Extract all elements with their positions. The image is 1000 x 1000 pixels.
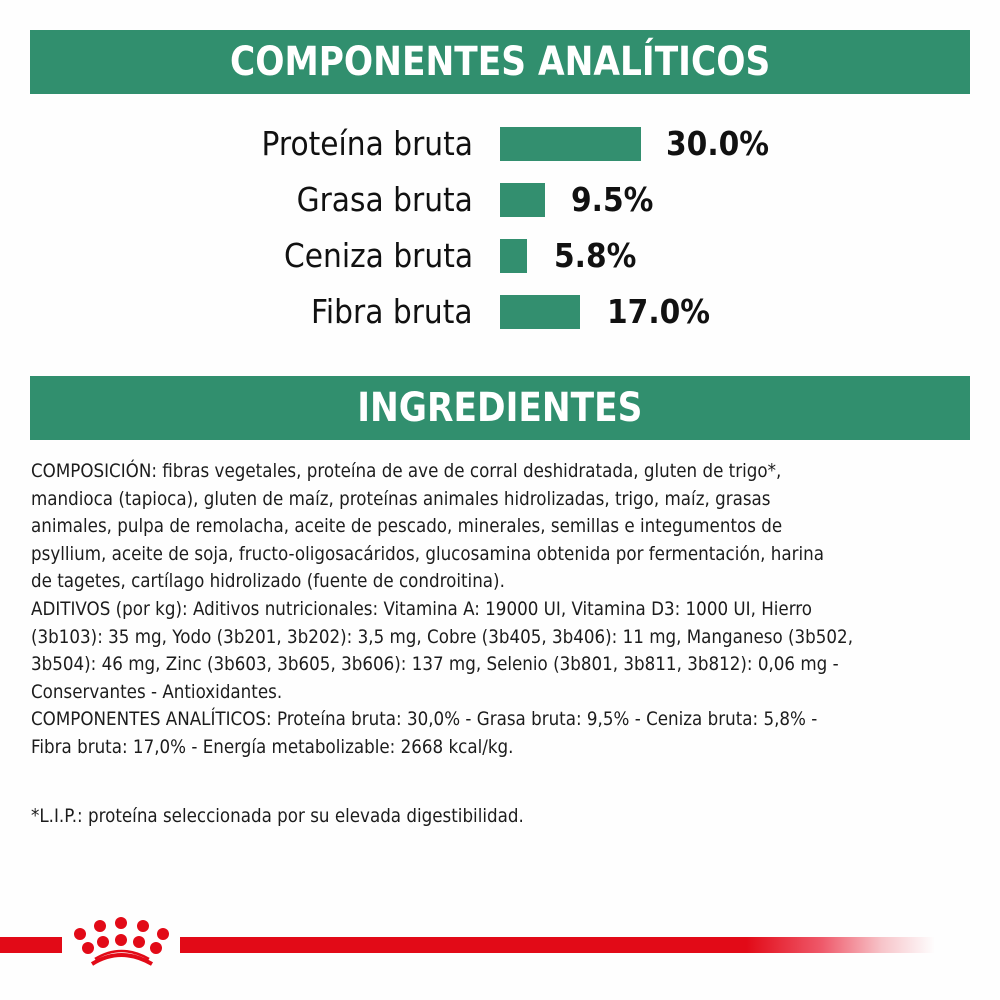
footnote: *L.I.P.: proteína seleccionada por su elevada digestibilidad. [31, 805, 524, 827]
additives-line: 3b504): 46 mg, Zinc (3b603, 3b605, 3b606): 137 mg, Selenio (3b801, 3b811, 3b812): 0,06 mg - [31, 653, 839, 676]
analytical-line: COMPONENTES ANALÍTICOS: Proteína bruta: 30,0% - Grasa bruta: 9,5% - Ceniza bruta: 5,8% - [31, 708, 818, 731]
chart-bar-protein [500, 127, 641, 161]
analytical-components-chart [0, 120, 1000, 350]
ingredients-text [31, 458, 971, 762]
brand-rule-right [180, 937, 935, 953]
chart-row-value: 5.8% [554, 236, 637, 275]
chart-bar-ash [500, 239, 527, 273]
analytical-line: Fibra bruta: 17,0% - Energía metabolizable: 2668 kcal/kg. [31, 735, 514, 758]
ingredients-line: psyllium, aceite de soja, fructo-oligosacáridos, glucosamina obtenida por fermentación, harina [31, 542, 825, 565]
chart-row-ash [0, 236, 1000, 275]
ingredients-line: mandioca (tapioca), gluten de maíz, proteínas animales hidrolizadas, trigo, maíz, grasas [31, 487, 771, 510]
ingredients-line: animales, pulpa de remolacha, aceite de pescado, minerales, semillas e integumentos de [31, 515, 783, 538]
additives-line: ADITIVOS (por kg): Aditivos nutricionales: Vitamina A: 19000 UI, Vitamina D3: 1000 UI, Hierro [31, 597, 813, 620]
chart-row-label: Proteína bruta [261, 124, 473, 163]
ingredients-line: COMPOSICIÓN: fibras vegetales, proteína de ave de corral deshidratada, gluten de trigo*, [31, 460, 782, 482]
chart-bar-fiber [500, 295, 580, 329]
brand-rule-left [0, 937, 62, 953]
chart-row-fat [0, 180, 1000, 219]
crown-icon [70, 912, 174, 972]
chart-row-fiber [0, 292, 1000, 331]
chart-row-label: Fibra bruta [311, 292, 473, 331]
chart-row-label: Ceniza bruta [283, 236, 473, 275]
analytical-components-banner [30, 30, 970, 94]
chart-row-label: Grasa bruta [296, 180, 473, 219]
additives-line: Conservantes - Antioxidantes. [31, 680, 283, 703]
chart-row-value: 30.0% [666, 124, 770, 163]
chart-row-value: 9.5% [571, 180, 654, 219]
additives-line: (3b103): 35 mg, Yodo (3b201, 3b202): 3,5 mg, Cobre (3b405, 3b406): 11 mg, Manganeso (3b502, [31, 625, 854, 648]
chart-row-value: 17.0% [607, 292, 711, 331]
analytical-components-title: COMPONENTES ANALÍTICOS [229, 39, 771, 85]
ingredients-line: de tagetes, cartílago hidrolizado (fuente de condroitina). [31, 570, 505, 593]
ingredients-banner [30, 376, 970, 440]
ingredients-title: INGREDIENTES [357, 385, 643, 431]
chart-bar-fat [500, 183, 545, 217]
chart-row-protein [0, 124, 1000, 163]
